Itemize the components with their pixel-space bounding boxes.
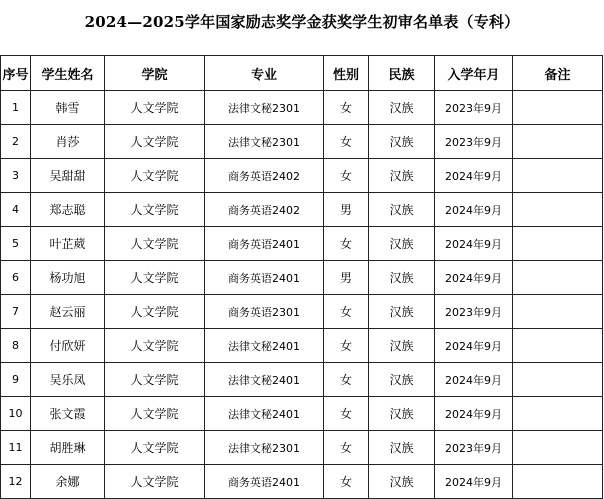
cell-enrollment-date: 2024年9月 xyxy=(435,363,513,397)
cell-college: 人文学院 xyxy=(105,193,205,227)
cell-college: 人文学院 xyxy=(105,91,205,125)
column-header-college: 学院 xyxy=(105,56,205,91)
cell-student-name: 杨功旭 xyxy=(31,261,105,295)
cell-student-name: 韩雪 xyxy=(31,91,105,125)
document-title: 2024—2025学年国家励志奖学金获奖学生初审名单表（专科） xyxy=(84,13,520,31)
cell-college: 人文学院 xyxy=(105,465,205,499)
cell-index: 11 xyxy=(1,431,31,465)
table-row xyxy=(1,261,603,295)
cell-enrollment-date: 2024年9月 xyxy=(435,261,513,295)
cell-remarks xyxy=(513,261,603,295)
table-row xyxy=(1,431,603,465)
cell-remarks xyxy=(513,397,603,431)
cell-remarks xyxy=(513,125,603,159)
table-body xyxy=(1,91,603,499)
table-row xyxy=(1,295,603,329)
cell-remarks xyxy=(513,193,603,227)
column-header-gender: 性别 xyxy=(324,56,369,91)
cell-ethnicity: 汉族 xyxy=(369,193,435,227)
cell-ethnicity: 汉族 xyxy=(369,363,435,397)
cell-ethnicity: 汉族 xyxy=(369,125,435,159)
cell-major: 法律文秘2401 xyxy=(205,329,324,363)
cell-student-name: 郑志聪 xyxy=(31,193,105,227)
cell-ethnicity: 汉族 xyxy=(369,227,435,261)
cell-remarks xyxy=(513,465,603,499)
cell-enrollment-date: 2024年9月 xyxy=(435,397,513,431)
cell-major: 商务英语2401 xyxy=(205,465,324,499)
cell-remarks xyxy=(513,329,603,363)
cell-major: 法律文秘2301 xyxy=(205,125,324,159)
cell-enrollment-date: 2024年9月 xyxy=(435,159,513,193)
cell-major: 商务英语2402 xyxy=(205,159,324,193)
cell-remarks xyxy=(513,363,603,397)
cell-index: 5 xyxy=(1,227,31,261)
cell-student-name: 张文霞 xyxy=(31,397,105,431)
table-row xyxy=(1,465,603,499)
table-row xyxy=(1,329,603,363)
cell-gender: 女 xyxy=(324,397,369,431)
cell-ethnicity: 汉族 xyxy=(369,431,435,465)
cell-index: 10 xyxy=(1,397,31,431)
cell-major: 商务英语2301 xyxy=(205,295,324,329)
cell-ethnicity: 汉族 xyxy=(369,91,435,125)
cell-remarks xyxy=(513,91,603,125)
cell-ethnicity: 汉族 xyxy=(369,465,435,499)
cell-index: 3 xyxy=(1,159,31,193)
cell-index: 1 xyxy=(1,91,31,125)
cell-enrollment-date: 2023年9月 xyxy=(435,431,513,465)
cell-major: 商务英语2401 xyxy=(205,261,324,295)
cell-gender: 女 xyxy=(324,465,369,499)
cell-college: 人文学院 xyxy=(105,397,205,431)
cell-gender: 女 xyxy=(324,159,369,193)
cell-student-name: 吴乐凤 xyxy=(31,363,105,397)
cell-enrollment-date: 2024年9月 xyxy=(435,193,513,227)
column-header-remarks: 备注 xyxy=(513,56,603,91)
cell-gender: 女 xyxy=(324,363,369,397)
cell-student-name: 肖莎 xyxy=(31,125,105,159)
cell-college: 人文学院 xyxy=(105,329,205,363)
cell-college: 人文学院 xyxy=(105,159,205,193)
cell-student-name: 胡胜琳 xyxy=(31,431,105,465)
column-header-enrollment-date: 入学年月 xyxy=(435,56,513,91)
cell-ethnicity: 汉族 xyxy=(369,397,435,431)
cell-remarks xyxy=(513,159,603,193)
cell-ethnicity: 汉族 xyxy=(369,261,435,295)
cell-enrollment-date: 2024年9月 xyxy=(435,465,513,499)
cell-gender: 女 xyxy=(324,227,369,261)
cell-major: 法律文秘2301 xyxy=(205,91,324,125)
cell-remarks xyxy=(513,295,603,329)
table-row xyxy=(1,397,603,431)
column-header-ethnicity: 民族 xyxy=(369,56,435,91)
cell-index: 7 xyxy=(1,295,31,329)
cell-college: 人文学院 xyxy=(105,295,205,329)
table-row xyxy=(1,193,603,227)
column-header-index: 序号 xyxy=(1,56,31,91)
cell-remarks xyxy=(513,431,603,465)
table-row xyxy=(1,227,603,261)
cell-major: 法律文秘2401 xyxy=(205,397,324,431)
cell-index: 8 xyxy=(1,329,31,363)
cell-major: 法律文秘2301 xyxy=(205,431,324,465)
cell-gender: 女 xyxy=(324,125,369,159)
cell-gender: 男 xyxy=(324,193,369,227)
cell-college: 人文学院 xyxy=(105,363,205,397)
cell-enrollment-date: 2023年9月 xyxy=(435,125,513,159)
cell-student-name: 叶芷葳 xyxy=(31,227,105,261)
table-row xyxy=(1,125,603,159)
cell-gender: 女 xyxy=(324,91,369,125)
cell-index: 4 xyxy=(1,193,31,227)
column-header-name: 学生姓名 xyxy=(31,56,105,91)
cell-major: 商务英语2402 xyxy=(205,193,324,227)
cell-major: 商务英语2401 xyxy=(205,227,324,261)
cell-gender: 男 xyxy=(324,261,369,295)
cell-ethnicity: 汉族 xyxy=(369,295,435,329)
cell-major: 法律文秘2401 xyxy=(205,363,324,397)
column-header-major: 专业 xyxy=(205,56,324,91)
cell-enrollment-date: 2024年9月 xyxy=(435,329,513,363)
cell-gender: 女 xyxy=(324,329,369,363)
cell-college: 人文学院 xyxy=(105,125,205,159)
table-row xyxy=(1,159,603,193)
cell-enrollment-date: 2024年9月 xyxy=(435,227,513,261)
cell-index: 2 xyxy=(1,125,31,159)
table-header-row xyxy=(1,56,603,91)
scholarship-roster-table xyxy=(0,55,603,499)
cell-student-name: 付欣妍 xyxy=(31,329,105,363)
cell-index: 12 xyxy=(1,465,31,499)
cell-college: 人文学院 xyxy=(105,261,205,295)
cell-student-name: 吴甜甜 xyxy=(31,159,105,193)
cell-remarks xyxy=(513,227,603,261)
cell-enrollment-date: 2023年9月 xyxy=(435,295,513,329)
cell-student-name: 赵云丽 xyxy=(31,295,105,329)
cell-ethnicity: 汉族 xyxy=(369,159,435,193)
table-row xyxy=(1,91,603,125)
cell-enrollment-date: 2023年9月 xyxy=(435,91,513,125)
cell-ethnicity: 汉族 xyxy=(369,329,435,363)
table-row xyxy=(1,363,603,397)
cell-gender: 女 xyxy=(324,431,369,465)
cell-college: 人文学院 xyxy=(105,431,205,465)
cell-gender: 女 xyxy=(324,295,369,329)
cell-index: 9 xyxy=(1,363,31,397)
cell-index: 6 xyxy=(1,261,31,295)
cell-college: 人文学院 xyxy=(105,227,205,261)
cell-student-name: 余娜 xyxy=(31,465,105,499)
